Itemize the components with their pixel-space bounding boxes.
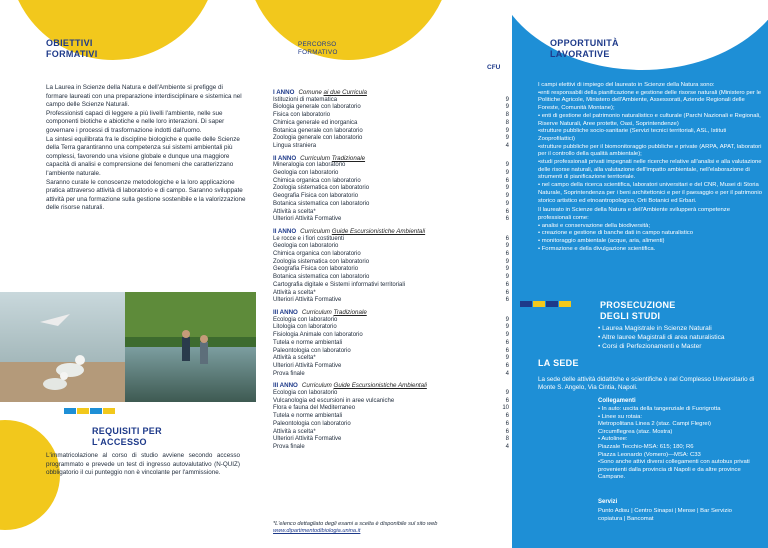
list-item: •strutture pubbliche per il biomonitoraggio pubbliche e private (ARPA, APAT, laboratori per il controllo della qualità ambientale); [538, 143, 762, 158]
course-cfu: 6 [505, 251, 509, 258]
course-name: Cartografia digitale e Sistemi informativi territoriali [273, 281, 406, 288]
course-name: Chimica organica con laboratorio [273, 251, 361, 258]
course-cfu: 9 [505, 96, 509, 103]
course-name: Attività a scelta* [273, 289, 316, 296]
course-name: Lingua straniera [273, 142, 317, 149]
course-cfu: 6 [505, 397, 509, 404]
yellow-circle-decor [8, 0, 218, 60]
course-cfu: 9 [505, 193, 509, 200]
list-item: • Linee su rotaia: [598, 413, 642, 420]
course-row [273, 355, 509, 363]
course-row [273, 128, 509, 136]
site-heading: LA SEDE [538, 358, 579, 368]
course-row [273, 143, 509, 151]
course-cfu: 6 [505, 208, 509, 215]
course-name: Ulteriori Attività Formative [273, 216, 342, 223]
course-name: Ecologia con laboratorio [273, 390, 338, 397]
curriculum-heading: PERCORSO FORMATIVO [298, 41, 338, 56]
course-row [273, 363, 509, 371]
list-item: • nel campo della ricerca scientifica, laboratori universitari e del CNR, Musei di Storia Naturale, Soprintendenza per i beni architettonici e per il paesaggio e per il patrimonio storico artistico ed etnoantropologico, Orti Botanici ed Erbari. [538, 182, 762, 204]
section-title [273, 228, 509, 236]
course-name: Biologia generale con laboratorio [273, 104, 361, 111]
course-name: Litologia con laboratorio [273, 324, 337, 331]
course-name: Mineralogia con laboratorio [273, 162, 346, 169]
list-item: • monitoraggio ambientale (acque, aria, alimenti) [538, 238, 665, 245]
course-name: Attività a scelta* [273, 355, 316, 362]
course-cfu: 9 [505, 274, 509, 281]
course-name: Le rocce e i fiori costituenti [273, 235, 345, 242]
list-item: • creazione e gestione di banche dati in campo naturalistico [538, 230, 693, 237]
section-year: I ANNO [273, 89, 295, 96]
curriculum-section [273, 309, 509, 378]
continuation-list [598, 324, 768, 351]
course-name: Fisiologia Animale con laboratorio [273, 332, 363, 339]
curriculum-section [273, 89, 509, 151]
course-row [273, 97, 509, 105]
course-row [273, 112, 509, 120]
course-cfu: 6 [505, 177, 509, 184]
course-row [273, 185, 509, 193]
course-name: Zoologia generale con laboratorio [273, 135, 363, 142]
list-item: • analisi e conservazione della biodiversità; [538, 222, 651, 229]
course-cfu: 9 [505, 127, 509, 134]
list-item: Circumflegrea (staz. Mostra) [598, 428, 673, 435]
footnote: *L'elenco dettagliato degli esami a scelta è disponibile sul sito web www.dipartimentodibiologia.unina.it [273, 521, 509, 535]
middle-panel [256, 0, 512, 548]
course-row [273, 390, 509, 398]
list-item: • Altre lauree Magistrali di area naturalistica [598, 334, 725, 341]
yellow-circle-decor-3 [246, 0, 451, 60]
course-cfu: 8 [505, 112, 509, 119]
course-name: Istituzioni di matematica [273, 96, 338, 103]
course-row [273, 413, 509, 421]
course-row [273, 209, 509, 217]
course-name: Ulteriori Attività Formative [273, 362, 342, 369]
course-cfu: 9 [505, 162, 509, 169]
course-cfu: 8 [505, 436, 509, 443]
objectives-text: La Laurea in Scienze della Natura e dell'Ambiente si prefigge di formare laureati con una preparazione interdisciplinare e sistemica nel campo delle Scienze Naturali. Professionisti capaci di leggere a più livelli l'ambiente, nelle sue componenti biotiche e abiotiche e nelle loro interazioni. Di saper governare i processi di trasformazione indotti dall'uomo. La sintesi equilibrata fra le discipline biologiche e quelle delle Scienze della Terra garantiranno una competenza sui sistemi ambientali più complessi, favorendo una visione globale e dunque una maggiore capacità di analisi e comprensione dei fenomeni che caratterizzano l'ambiente naturale. Saranno curate le conoscenze metodologiche e la loro applicazione pratica attraverso attività di laboratorio e di campo. Saranno sviluppate attività per una formazione sulla gestione sostenibile e la valorizzazione delle risorse naturali. [46, 84, 246, 212]
list-item: Piazza Leonardo (Vomero)—MSA: C33 [598, 451, 701, 458]
continuation-heading: PROSECUZIONE DEGLI STUDI [600, 300, 676, 321]
course-cfu: 9 [505, 135, 509, 142]
section-year: III ANNO [273, 308, 298, 316]
section-year: II ANNO [273, 154, 297, 162]
section-curriculum: Curriculum Guide Escursionistiche Ambientali [301, 382, 427, 390]
course-cfu: 9 [505, 104, 509, 111]
list-item: •enti responsabili della pianificazione e gestione delle risorse naturali (Ministero per le Politiche Agricole, Ministero dell'Ambiente, Assessorati, Aziende Regionali delle Foreste, Comunità Montane); [538, 89, 762, 112]
course-row [273, 290, 509, 298]
curriculum-section [273, 228, 509, 305]
list-item: Piazzale Tecchio-MSA: 615; 180; R6 [598, 443, 694, 450]
footnote-link[interactable]: www.dipartimentodibiologia.unina.it [273, 528, 361, 534]
course-cfu: 6 [505, 297, 509, 304]
course-cfu: 9 [505, 258, 509, 265]
course-row [273, 216, 509, 224]
opportunities-text: I campi elettivi di impiego del laureato in Scienze della Natura sono: •enti responsabili della pianificazione e gestione delle risorse naturali (Ministero per le Politiche Agricole, Ministero dell'Ambiente, Assessorati, Aziende Regionali delle Foreste, Comunità Montane); • enti di gestione del patrimonio naturalistico e culturale (Parchi Nazionali e Regionali, Riserve Naturali, Aree protette, Oasi, Soprintendenze) •strutture pubbliche socio-sanitarie (Servizi tecnici territoriali, ASL, Istituti Zooprofilattici) •strutture pubbliche per il biomonitoraggio pubbliche e private (ARPA, APAT, laboratori per il controllo della qualità ambientale); •studi professionali privati impegnati nelle ricerche relative all'analisi e alla valutazione delle risorse naturali, alla valutazione dell'impatto ambientale, nell'elaborazione di strumenti di pianificazione territoriale. • nel campo della ricerca scientifica, laboratori universitari e del CNR, Musei di Storia Naturale, Soprintendenza per i beni architettonici e per il paesaggio e per il patrimonio storico artistico ed etnoantropologico, Orti Botanici ed Erbari. Il laureato in Scienze della Natura e dell'Ambiente svilupperà competenze professionali come: • analisi e conservazione della biodiversità; • creazione e gestione di banche dati in campo naturalistico • monitoraggio ambientale (acque, aria, alimenti) • Formazione e della divulgazione scientifica. [538, 82, 762, 252]
course-name: Botanica generale con laboratorio [273, 127, 363, 134]
site-text: La sede delle attività didattiche e scientifiche è nel Complesso Universitario di Monte S. Angelo, Via Cintia, Napoli. [538, 376, 755, 392]
course-name: Geologia con laboratorio [273, 243, 339, 250]
curriculum-section [273, 155, 509, 224]
section-title [273, 89, 509, 97]
course-name: Tutela e norme ambientali [273, 339, 343, 346]
list-item: •strutture pubbliche socio-sanitarie (Servizi tecnici territoriali, ASL, Istituti Zooprofilattici) [538, 128, 727, 142]
course-cfu: 6 [505, 428, 509, 435]
color-squares-decor-2 [520, 301, 571, 307]
list-item: • Corsi di Perfezionamenti e Master [598, 343, 702, 350]
course-row [273, 135, 509, 143]
section-curriculum: Curriculum Guide Escursionistiche Ambientali [300, 227, 426, 235]
course-cfu: 6 [505, 235, 509, 242]
course-row [273, 170, 509, 178]
course-row [273, 340, 509, 348]
list-item: • In auto: uscita della tangenziale di Fuorigrotta [598, 406, 721, 412]
connections-list [598, 406, 766, 482]
course-cfu: 9 [505, 243, 509, 250]
course-row [273, 429, 509, 437]
course-row [273, 282, 509, 290]
course-cfu: 9 [505, 324, 509, 331]
course-name: Prova finale [273, 443, 305, 450]
course-row [273, 162, 509, 170]
course-name: Zoologia sistematica con laboratorio [273, 258, 370, 265]
course-cfu: 9 [505, 332, 509, 339]
objectives-heading: OBIETTIVI FORMATIVI [46, 38, 98, 59]
course-name: Botanica sistematica con laboratorio [273, 274, 370, 281]
course-name: Ecologia con laboratorio [273, 316, 338, 323]
course-cfu: 6 [505, 339, 509, 346]
course-name: Prova finale [273, 370, 305, 377]
course-cfu: 4 [505, 142, 509, 149]
course-name: Ulteriori Attività Formative [273, 297, 342, 304]
course-row [273, 332, 509, 340]
course-row [273, 444, 509, 452]
course-row [273, 297, 509, 305]
course-cfu: 10 [502, 405, 509, 412]
course-name: Geologia con laboratorio [273, 170, 339, 177]
course-cfu: 6 [505, 413, 509, 420]
course-name: Fisica con laboratorio [273, 112, 331, 119]
opportunities-heading: OPPORTUNITÀ LAVORATIVE [550, 38, 619, 59]
right-panel [512, 0, 768, 548]
section-title [273, 155, 509, 163]
course-cfu: 4 [505, 443, 509, 450]
course-row [273, 178, 509, 186]
course-name: Flora e fauna del Mediterraneo [273, 405, 356, 412]
course-row [273, 324, 509, 332]
course-row [273, 405, 509, 413]
course-name: Paleontologia con laboratorio [273, 420, 351, 427]
course-name: Vulcanologia ed escursioni in aree vulcaniche [273, 397, 395, 404]
services-heading: Servizi [598, 499, 618, 505]
course-row [273, 243, 509, 251]
course-name: Geografia Fisica con laboratorio [273, 266, 359, 273]
course-cfu: 6 [505, 362, 509, 369]
section-curriculum: Comune ai due Curricula [298, 89, 367, 96]
course-cfu: 6 [505, 216, 509, 223]
left-panel [0, 0, 256, 548]
cfu-label: CFU [487, 64, 501, 71]
course-row [273, 436, 509, 444]
course-name: Chimica organica con laboratorio [273, 177, 361, 184]
section-title [273, 309, 509, 317]
section-year: II ANNO [273, 227, 297, 235]
course-cfu: 9 [505, 200, 509, 207]
course-row [273, 421, 509, 429]
course-name: Botanica sistematica con laboratorio [273, 200, 370, 207]
list-item: • Laurea Magistrale in Scienze Naturali [598, 325, 712, 332]
list-item: •studi professionali privati impegnati nelle ricerche relative all'analisi e alla valutazione delle risorse naturali, alla valutazione dell'impatto ambientale, nell'elaborazione di strumenti di pianificazione territoriale. [538, 159, 762, 181]
course-cfu: 9 [505, 390, 509, 397]
course-name: Attività a scelta* [273, 208, 316, 215]
course-row [273, 193, 509, 201]
course-cfu: 9 [505, 185, 509, 192]
course-row [273, 201, 509, 209]
course-row [273, 259, 509, 267]
list-item: • enti di gestione del patrimonio naturalistico e culturale (Parchi Nazionali e Regionali, Riserve Naturali, Aree protette, Oasi, Soprintendenze) [538, 112, 761, 127]
course-cfu: 8 [505, 119, 509, 126]
section-curriculum: Curriculum Tradizionale [300, 154, 366, 162]
course-cfu: 6 [505, 289, 509, 296]
connections-heading: Collegamenti [598, 398, 636, 404]
course-name: Geografia Fisica con laboratorio [273, 193, 359, 200]
course-cfu: 6 [505, 420, 509, 427]
course-name: Chimica generale ed inorganica [273, 119, 358, 126]
section-title [273, 382, 509, 390]
course-row [273, 348, 509, 356]
course-row [273, 398, 509, 406]
course-cfu: 9 [505, 266, 509, 273]
course-row [273, 317, 509, 325]
course-cfu: 9 [505, 170, 509, 177]
course-row [273, 371, 509, 379]
nature-photo [0, 292, 256, 402]
list-item: •Sono anche attivi diversi collegamenti con autobus privati provenienti dalla provincia di Napoli e da altre province Campane. [598, 459, 750, 481]
course-row [273, 251, 509, 259]
course-name: Attività a scelta* [273, 428, 316, 435]
course-cfu: 9 [505, 355, 509, 362]
course-name: Tutela e norme ambientali [273, 413, 343, 420]
services-text: Punto Adisu | Centro Sinapsi | Mense | Bar Servizio copiatura | Bancomat [598, 508, 732, 522]
course-cfu: 4 [505, 370, 509, 377]
section-year: III ANNO [273, 382, 298, 390]
course-row [273, 104, 509, 112]
course-row [273, 266, 509, 274]
course-cfu: 6 [505, 347, 509, 354]
curriculum-section [273, 382, 509, 451]
course-cfu: 6 [505, 281, 509, 288]
course-row [273, 274, 509, 282]
section-curriculum: Curriculum Tradizionale [301, 308, 367, 316]
access-text: L'immatricolazione al corso di studio avviene secondo accesso programmato e prevede un test di ingresso autovalutativo (N-QUIZ) obbligatorio il cui punteggio non è vincolante per l'ammissione. [46, 452, 240, 477]
course-cfu: 9 [505, 316, 509, 323]
course-row [273, 236, 509, 244]
color-squares-decor [64, 408, 115, 414]
curriculum-list [273, 89, 509, 456]
access-heading: REQUISITI PER L'ACCESSO [92, 426, 162, 447]
course-name: Paleontologia con laboratorio [273, 347, 351, 354]
course-row [273, 120, 509, 128]
course-name: Ulteriori Attività Formative [273, 436, 342, 443]
course-name: Zoologia sistematica con laboratorio [273, 185, 370, 192]
list-item: Metropolitana Linea 2 (staz. Campi Flegrei) [598, 421, 711, 428]
list-item: • Formazione e della divulgazione scientifica. [538, 245, 656, 252]
list-item: • Autolinee: [598, 436, 628, 443]
